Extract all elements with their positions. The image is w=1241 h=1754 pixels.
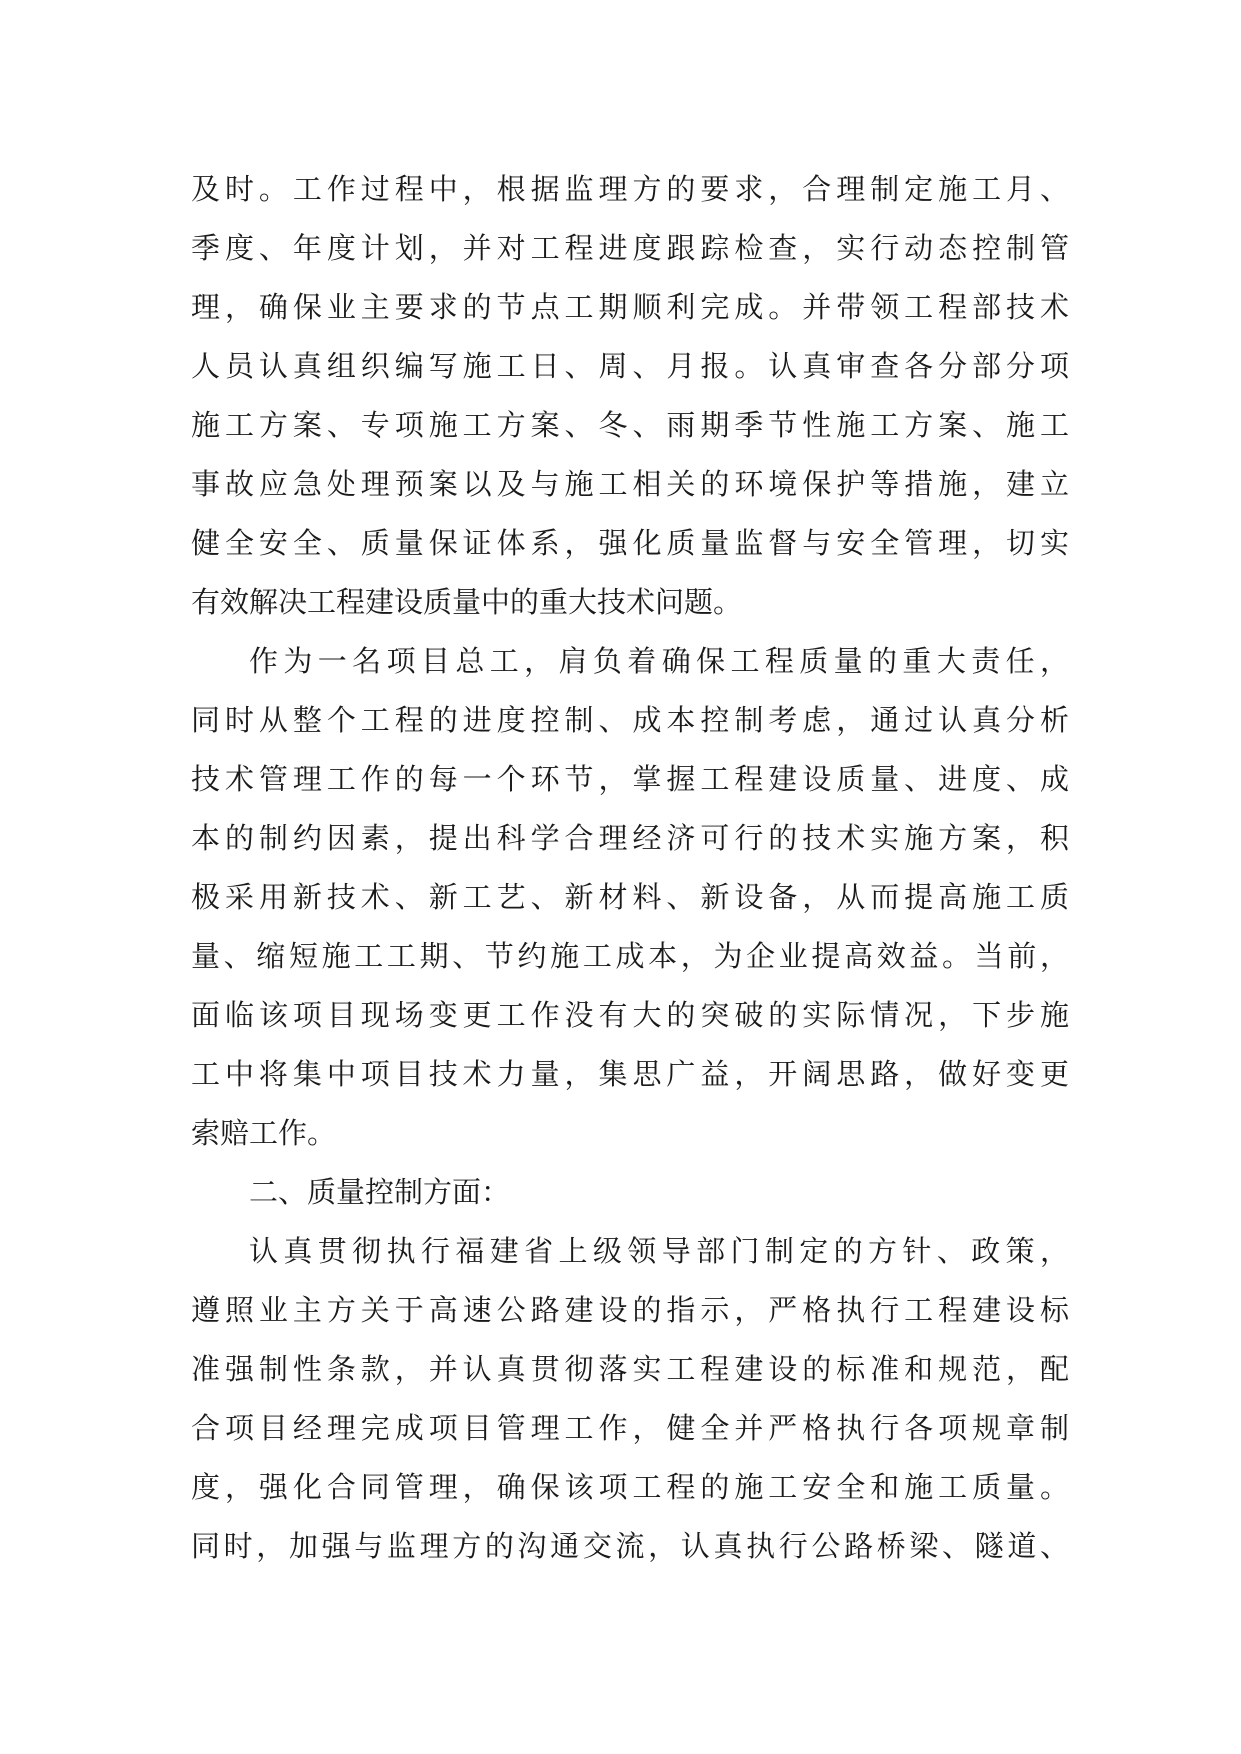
text-line: 度，强化合同管理，确保该项工程的施工安全和施工质量。 (191, 1470, 1069, 1504)
text-line: 索赔工作。 (191, 1116, 337, 1150)
text-line: 遵照业主方关于高速公路建设的指示，严格执行工程建设标 (191, 1293, 1069, 1327)
section-heading (191, 1163, 1069, 1222)
text-line: 量、缩短施工工期、节约施工成本，为企业提高效益。当前， (191, 939, 1069, 973)
text-line: 本的制约因素，提出科学合理经济可行的技术实施方案，积 (191, 821, 1069, 855)
body-text (191, 160, 1069, 1576)
text-line: 认真贯彻执行福建省上级领导部门制定的方针、政策， (249, 1234, 1069, 1268)
text-line: 季度、年度计划，并对工程进度跟踪检查，实行动态控制管 (191, 231, 1069, 265)
text-line: 人员认真组织编写施工日、周、月报。认真审查各分部分项 (191, 349, 1069, 383)
text-line: 合项目经理完成项目管理工作，健全并严格执行各项规章制 (191, 1411, 1069, 1445)
text-line: 面临该项目现场变更工作没有大的突破的实际情况，下步施 (191, 998, 1069, 1032)
text-line: 准强制性条款，并认真贯彻落实工程建设的标准和规范，配 (191, 1352, 1069, 1386)
text-line: 作为一名项目总工，肩负着确保工程质量的重大责任， (249, 644, 1069, 678)
text-line: 极采用新技术、新工艺、新材料、新设备，从而提高施工质 (191, 880, 1069, 914)
text-line: 同时从整个工程的进度控制、成本控制考虑，通过认真分析 (191, 703, 1069, 737)
text-line: 工中将集中项目技术力量，集思广益，开阔思路，做好变更 (191, 1057, 1069, 1091)
text-line: 事故应急处理预案以及与施工相关的环境保护等措施，建立 (191, 467, 1069, 501)
text-line: 及时。工作过程中，根据监理方的要求，合理制定施工月、 (191, 172, 1069, 206)
text-line: 理，确保业主要求的节点工期顺利完成。并带领工程部技术 (191, 290, 1069, 324)
paragraph (191, 632, 1069, 1163)
paragraph (191, 160, 1069, 632)
text-line: 有效解决工程建设质量中的重大技术问题。 (191, 585, 743, 619)
text-line: 同时，加强与监理方的沟通交流，认真执行公路桥梁、隧道、 (191, 1529, 1069, 1563)
paragraph (191, 1222, 1069, 1576)
text-line: 健全安全、质量保证体系，强化质量监督与安全管理，切实 (191, 526, 1069, 560)
text-line: 技术管理工作的每一个环节，掌握工程建设质量、进度、成 (191, 762, 1069, 796)
text-line: 二、质量控制方面： (249, 1175, 511, 1209)
text-line: 施工方案、专项施工方案、冬、雨期季节性施工方案、施工 (191, 408, 1069, 442)
